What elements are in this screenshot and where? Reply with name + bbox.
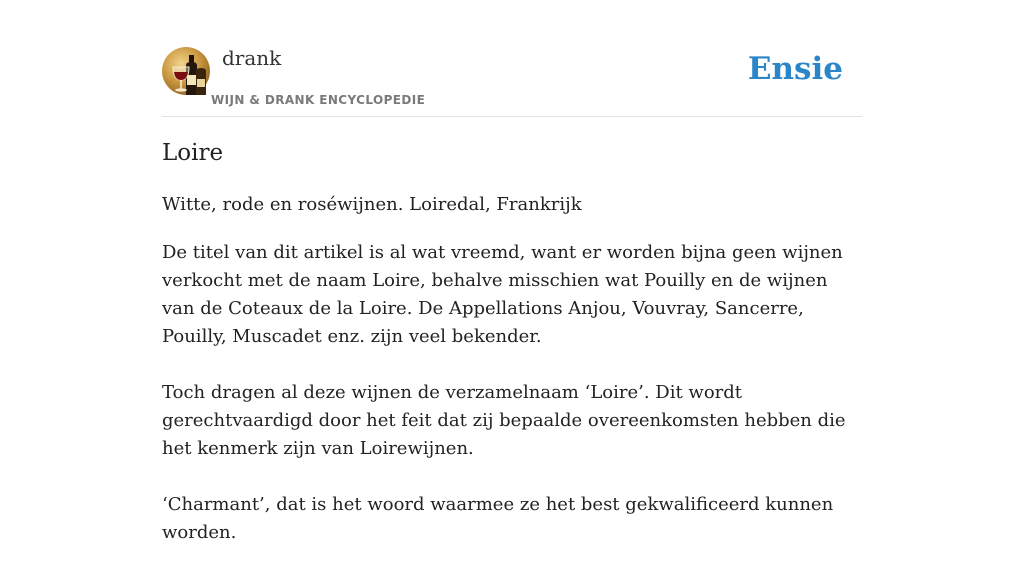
article-body (162, 239, 862, 575)
wine-bottle-glass-icon[interactable] (162, 47, 210, 95)
article-paragraph: De titel van dit artikel is al wat vreemd, want er worden bijna geen wijnen verkocht met de naam Loire, behalve misschien wat Pouilly en de wijnen van de Coteaux de la Loire. De Appellations Anjou, Vouvray, Sancerre, Pouilly, Muscadet enz. zijn veel bekender. (162, 242, 843, 347)
article-lead: Witte, rode en roséwijnen. Loiredal, Frankrijk (162, 194, 582, 215)
encyclopedia-subtitle[interactable]: WIJN & DRANK ENCYCLOPEDIE (211, 93, 426, 107)
brand-logo[interactable]: Ensie (747, 51, 843, 87)
topic-label[interactable]: drank (222, 46, 282, 70)
page (162, 0, 862, 543)
header (162, 0, 862, 117)
article-title: Loire (162, 140, 224, 166)
article-paragraph: Toch dragen al deze wijnen de verzamelnaam ‘Loire’. Dit wordt gerechtvaardigd door het feit dat zij bepaalde overeenkomsten hebben die het kenmerk zijn van Loirewijnen. (162, 382, 846, 459)
article-paragraph: ‘Charmant’, dat is het woord waarmee ze het best gekwalificeerd kunnen worden. (162, 494, 834, 543)
